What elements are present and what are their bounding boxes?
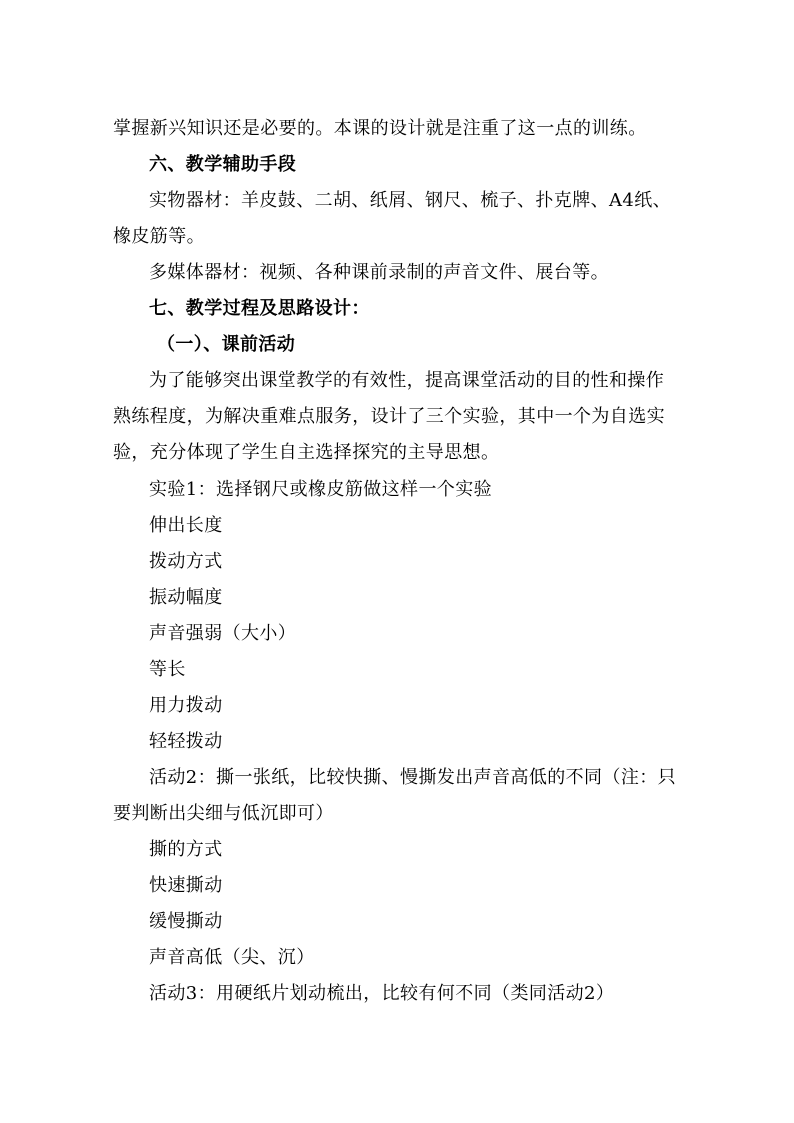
- list-item: 用力拨动: [149, 695, 223, 716]
- paragraph-line: 掌握新兴知识还是必要的。本课的设计就是注重了这一点的训练。: [113, 118, 647, 139]
- paragraph-line: 熟练程度，为解决重难点服务，设计了三个实验，其中一个为自选实: [113, 406, 665, 427]
- paragraph-line: 活动2：撕一张纸，比较快撕、慢撕发出声音高低的不同（注：只: [149, 767, 677, 788]
- subsection-heading: （一）、课前活动: [157, 334, 296, 355]
- paragraph-line: 实物器材：羊皮鼓、二胡、纸屑、钢尺、梳子、扑克牌、A4纸、: [149, 190, 672, 211]
- list-item: 等长: [149, 659, 186, 680]
- section-heading: 六、教学辅助手段: [149, 154, 297, 175]
- list-item: 轻轻拨动: [149, 731, 223, 752]
- list-item: 伸出长度: [149, 515, 223, 536]
- paragraph-line: 验，充分体现了学生自主选择探究的主导思想。: [113, 442, 500, 463]
- paragraph-line: 为了能够突出课堂教学的有效性，提高课堂活动的目的性和操作: [149, 370, 665, 391]
- section-heading: 七、教学过程及思路设计：: [149, 298, 370, 319]
- paragraph-line: 多媒体器材：视频、各种课前录制的声音文件、展台等。: [149, 262, 609, 283]
- paragraph-line: 活动3：用硬纸片划动梳出，比较有何不同（类同活动2）: [149, 983, 615, 1004]
- list-item: 声音高低（尖、沉）: [149, 947, 315, 968]
- paragraph-line: 实验1：选择钢尺或橡皮筋做这样一个实验: [149, 479, 493, 500]
- list-item: 缓慢撕动: [149, 911, 223, 932]
- list-item: 撕的方式: [149, 839, 223, 860]
- list-item: 振动幅度: [149, 587, 223, 608]
- list-item: 快速撕动: [149, 875, 223, 896]
- paragraph-line: 橡皮筋等。: [113, 226, 205, 247]
- list-item: 声音强弱（大小）: [149, 623, 297, 644]
- list-item: 拨动方式: [149, 551, 223, 572]
- paragraph-line: 要判断出尖细与低沉即可）: [113, 803, 334, 824]
